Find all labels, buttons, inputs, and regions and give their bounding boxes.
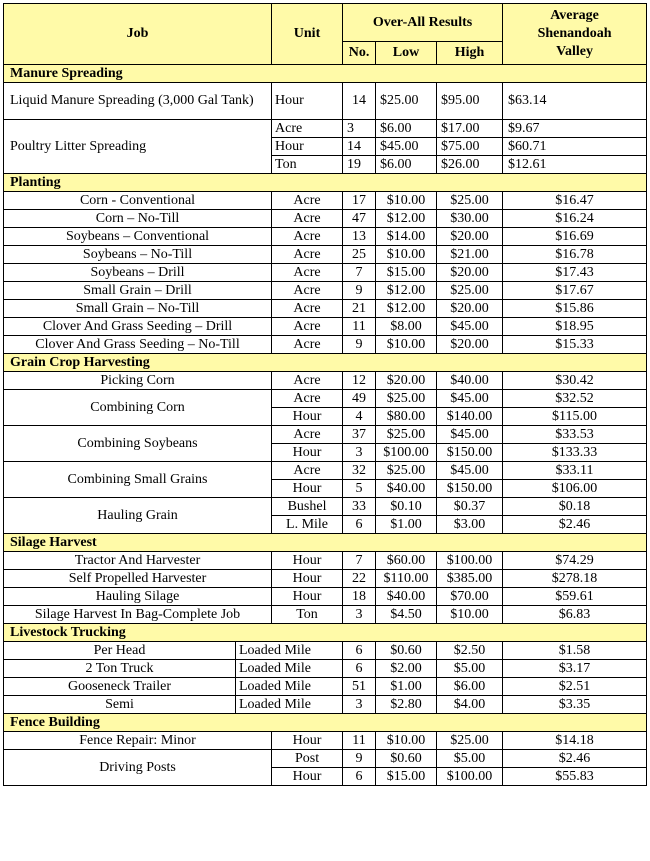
average-cell: $133.33 — [503, 444, 647, 462]
unit-cell: Post — [272, 750, 343, 768]
count-cell: 25 — [343, 246, 376, 264]
average-cell: $2.46 — [503, 750, 647, 768]
high-cell: $70.00 — [437, 588, 503, 606]
count-cell: 6 — [343, 768, 376, 786]
table-row — [4, 678, 647, 696]
table-row — [4, 246, 647, 264]
count-cell: 21 — [343, 300, 376, 318]
job-cell: Fence Repair: Minor — [4, 732, 272, 750]
count-cell: 18 — [343, 588, 376, 606]
low-cell: $25.00 — [376, 390, 437, 408]
unit-cell: Acre — [272, 372, 343, 390]
section-title-silage: Silage Harvest — [4, 534, 647, 552]
job-cell: Silage Harvest In Bag-Complete Job — [4, 606, 272, 624]
average-cell: $12.61 — [503, 156, 647, 174]
average-cell: $16.69 — [503, 228, 647, 246]
count-cell: 6 — [343, 642, 376, 660]
count-cell: 33 — [343, 498, 376, 516]
low-cell: $15.00 — [376, 264, 437, 282]
header-average — [503, 4, 647, 65]
table-row — [4, 120, 647, 138]
count-cell: 22 — [343, 570, 376, 588]
unit-cell: Acre — [272, 120, 343, 138]
job-cell: Semi — [4, 696, 236, 714]
count-cell: 17 — [343, 192, 376, 210]
job-cell: Combining Small Grains — [4, 462, 272, 498]
high-cell: $20.00 — [437, 264, 503, 282]
average-cell: $106.00 — [503, 480, 647, 498]
unit-cell: Hour — [272, 83, 343, 120]
job-cell: Combining Corn — [4, 390, 272, 426]
high-cell: $2.50 — [437, 642, 503, 660]
count-cell: 6 — [343, 660, 376, 678]
count-cell: 9 — [343, 750, 376, 768]
unit-cell: Loaded Mile — [236, 642, 343, 660]
unit-cell: Hour — [272, 570, 343, 588]
low-cell: $100.00 — [376, 444, 437, 462]
low-cell: $25.00 — [376, 462, 437, 480]
low-cell: $40.00 — [376, 588, 437, 606]
job-cell: Per Head — [4, 642, 236, 660]
count-cell: 51 — [343, 678, 376, 696]
high-cell: $21.00 — [437, 246, 503, 264]
high-cell: $20.00 — [437, 228, 503, 246]
count-cell: 11 — [343, 732, 376, 750]
unit-cell: Hour — [272, 588, 343, 606]
count-cell: 6 — [343, 516, 376, 534]
average-cell: $16.24 — [503, 210, 647, 228]
count-cell: 7 — [343, 552, 376, 570]
table-row — [4, 588, 647, 606]
count-cell: 3 — [343, 444, 376, 462]
high-cell: $140.00 — [437, 408, 503, 426]
low-cell: $2.80 — [376, 696, 437, 714]
low-cell: $12.00 — [376, 210, 437, 228]
average-cell: $278.18 — [503, 570, 647, 588]
average-cell: $16.47 — [503, 192, 647, 210]
header-unit: Unit — [272, 4, 343, 65]
job-cell: Liquid Manure Spreading (3,000 Gal Tank) — [4, 83, 272, 120]
high-cell: $10.00 — [437, 606, 503, 624]
count-cell: 14 — [343, 138, 376, 156]
high-cell: $5.00 — [437, 660, 503, 678]
unit-cell: Hour — [272, 552, 343, 570]
average-cell: $1.58 — [503, 642, 647, 660]
average-cell: $3.17 — [503, 660, 647, 678]
average-cell: $33.53 — [503, 426, 647, 444]
average-cell: $2.46 — [503, 516, 647, 534]
high-cell: $25.00 — [437, 732, 503, 750]
count-cell: 32 — [343, 462, 376, 480]
average-cell: $30.42 — [503, 372, 647, 390]
low-cell: $4.50 — [376, 606, 437, 624]
section-row — [4, 65, 647, 83]
unit-cell: Hour — [272, 444, 343, 462]
header-low: Low — [376, 42, 437, 65]
unit-cell: Acre — [272, 210, 343, 228]
average-cell: $0.18 — [503, 498, 647, 516]
low-cell: $20.00 — [376, 372, 437, 390]
average-cell: $15.33 — [503, 336, 647, 354]
table-row — [4, 462, 647, 480]
job-cell: Poultry Litter Spreading — [4, 120, 272, 174]
table-row — [4, 642, 647, 660]
low-cell: $25.00 — [376, 426, 437, 444]
average-cell: $3.35 — [503, 696, 647, 714]
average-cell: $59.61 — [503, 588, 647, 606]
section-title-livestock: Livestock Trucking — [4, 624, 647, 642]
low-cell: $10.00 — [376, 732, 437, 750]
unit-cell: Hour — [272, 480, 343, 498]
header-average-line3: Valley — [556, 44, 593, 59]
low-cell: $12.00 — [376, 282, 437, 300]
table-row — [4, 336, 647, 354]
unit-cell: Acre — [272, 192, 343, 210]
count-cell: 47 — [343, 210, 376, 228]
average-cell: $14.18 — [503, 732, 647, 750]
section-title-planting: Planting — [4, 174, 647, 192]
job-cell: Clover And Grass Seeding – No-Till — [4, 336, 272, 354]
low-cell: $0.10 — [376, 498, 437, 516]
table-row — [4, 696, 647, 714]
high-cell: $45.00 — [437, 318, 503, 336]
job-cell: Soybeans – No-Till — [4, 246, 272, 264]
section-title-grain: Grain Crop Harvesting — [4, 354, 647, 372]
table-row — [4, 426, 647, 444]
high-cell: $45.00 — [437, 462, 503, 480]
high-cell: $25.00 — [437, 192, 503, 210]
table-row — [4, 83, 647, 120]
unit-cell: Ton — [272, 156, 343, 174]
low-cell: $80.00 — [376, 408, 437, 426]
average-cell: $2.51 — [503, 678, 647, 696]
high-cell: $5.00 — [437, 750, 503, 768]
job-cell: Soybeans – Drill — [4, 264, 272, 282]
section-row — [4, 534, 647, 552]
unit-cell: Acre — [272, 426, 343, 444]
section-row — [4, 714, 647, 732]
count-cell: 13 — [343, 228, 376, 246]
count-cell: 11 — [343, 318, 376, 336]
average-cell: $18.95 — [503, 318, 647, 336]
table-row — [4, 318, 647, 336]
table-row — [4, 282, 647, 300]
count-cell: 37 — [343, 426, 376, 444]
average-cell: $63.14 — [503, 83, 647, 120]
low-cell: $15.00 — [376, 768, 437, 786]
high-cell: $100.00 — [437, 768, 503, 786]
high-cell: $17.00 — [437, 120, 503, 138]
unit-cell: Loaded Mile — [236, 696, 343, 714]
average-cell: $17.43 — [503, 264, 647, 282]
job-cell: Picking Corn — [4, 372, 272, 390]
count-cell: 3 — [343, 606, 376, 624]
low-cell: $10.00 — [376, 246, 437, 264]
unit-cell: Loaded Mile — [236, 660, 343, 678]
high-cell: $75.00 — [437, 138, 503, 156]
high-cell: $4.00 — [437, 696, 503, 714]
table-row — [4, 390, 647, 408]
count-cell: 9 — [343, 336, 376, 354]
average-cell: $32.52 — [503, 390, 647, 408]
job-cell: Soybeans – Conventional — [4, 228, 272, 246]
unit-cell: Acre — [272, 300, 343, 318]
table-row — [4, 498, 647, 516]
low-cell: $12.00 — [376, 300, 437, 318]
high-cell: $26.00 — [437, 156, 503, 174]
job-cell: Small Grain – No-Till — [4, 300, 272, 318]
average-cell: $16.78 — [503, 246, 647, 264]
high-cell: $0.37 — [437, 498, 503, 516]
section-title-fence: Fence Building — [4, 714, 647, 732]
low-cell: $14.00 — [376, 228, 437, 246]
table-row — [4, 570, 647, 588]
unit-cell: Acre — [272, 318, 343, 336]
job-cell: Corn - Conventional — [4, 192, 272, 210]
high-cell: $150.00 — [437, 444, 503, 462]
high-cell: $150.00 — [437, 480, 503, 498]
table-row — [4, 732, 647, 750]
low-cell: $8.00 — [376, 318, 437, 336]
job-cell: 2 Ton Truck — [4, 660, 236, 678]
table-row — [4, 750, 647, 768]
low-cell: $40.00 — [376, 480, 437, 498]
unit-cell: Acre — [272, 390, 343, 408]
header-high: High — [437, 42, 503, 65]
job-cell: Hauling Grain — [4, 498, 272, 534]
low-cell: $6.00 — [376, 120, 437, 138]
average-cell: $74.29 — [503, 552, 647, 570]
count-cell: 3 — [343, 696, 376, 714]
average-cell: $6.83 — [503, 606, 647, 624]
unit-cell: Hour — [272, 768, 343, 786]
section-row — [4, 354, 647, 372]
low-cell: $1.00 — [376, 678, 437, 696]
average-cell: $17.67 — [503, 282, 647, 300]
count-cell: 4 — [343, 408, 376, 426]
job-cell: Small Grain – Drill — [4, 282, 272, 300]
section-title-manure: Manure Spreading — [4, 65, 647, 83]
high-cell: $45.00 — [437, 426, 503, 444]
custom-rates-table — [3, 3, 647, 786]
table-row — [4, 228, 647, 246]
unit-cell: Bushel — [272, 498, 343, 516]
low-cell: $110.00 — [376, 570, 437, 588]
low-cell: $10.00 — [376, 192, 437, 210]
low-cell: $45.00 — [376, 138, 437, 156]
count-cell: 5 — [343, 480, 376, 498]
low-cell: $2.00 — [376, 660, 437, 678]
high-cell: $30.00 — [437, 210, 503, 228]
count-cell: 14 — [343, 83, 376, 120]
job-cell: Self Propelled Harvester — [4, 570, 272, 588]
table-row — [4, 552, 647, 570]
table-row — [4, 372, 647, 390]
unit-cell: Acre — [272, 246, 343, 264]
high-cell: $45.00 — [437, 390, 503, 408]
count-cell: 49 — [343, 390, 376, 408]
unit-cell: Acre — [272, 336, 343, 354]
high-cell: $3.00 — [437, 516, 503, 534]
low-cell: $25.00 — [376, 83, 437, 120]
high-cell: $385.00 — [437, 570, 503, 588]
job-cell: Clover And Grass Seeding – Drill — [4, 318, 272, 336]
low-cell: $60.00 — [376, 552, 437, 570]
count-cell: 7 — [343, 264, 376, 282]
low-cell: $0.60 — [376, 642, 437, 660]
average-cell: $33.11 — [503, 462, 647, 480]
unit-cell: Acre — [272, 264, 343, 282]
unit-cell: Loaded Mile — [236, 678, 343, 696]
high-cell: $6.00 — [437, 678, 503, 696]
low-cell: $0.60 — [376, 750, 437, 768]
count-cell: 12 — [343, 372, 376, 390]
table-row — [4, 660, 647, 678]
table-row — [4, 606, 647, 624]
count-cell: 19 — [343, 156, 376, 174]
high-cell: $20.00 — [437, 300, 503, 318]
average-cell: $60.71 — [503, 138, 647, 156]
header-no: No. — [343, 42, 376, 65]
count-cell: 9 — [343, 282, 376, 300]
header-overall-results: Over-All Results — [343, 4, 503, 42]
section-row — [4, 174, 647, 192]
unit-cell: L. Mile — [272, 516, 343, 534]
unit-cell: Acre — [272, 462, 343, 480]
average-cell: $55.83 — [503, 768, 647, 786]
job-cell: Tractor And Harvester — [4, 552, 272, 570]
low-cell: $6.00 — [376, 156, 437, 174]
unit-cell: Hour — [272, 138, 343, 156]
high-cell: $100.00 — [437, 552, 503, 570]
table-row — [4, 300, 647, 318]
average-cell: $15.86 — [503, 300, 647, 318]
header-job: Job — [4, 4, 272, 65]
job-cell: Hauling Silage — [4, 588, 272, 606]
average-cell: $9.67 — [503, 120, 647, 138]
high-cell: $95.00 — [437, 83, 503, 120]
section-row — [4, 624, 647, 642]
low-cell: $1.00 — [376, 516, 437, 534]
count-cell: 3 — [343, 120, 376, 138]
job-cell: Driving Posts — [4, 750, 272, 786]
unit-cell: Acre — [272, 228, 343, 246]
header-average-line2: Shenandoah — [537, 26, 612, 41]
unit-cell: Hour — [272, 408, 343, 426]
table-row — [4, 210, 647, 228]
unit-cell: Hour — [272, 732, 343, 750]
high-cell: $20.00 — [437, 336, 503, 354]
unit-cell: Ton — [272, 606, 343, 624]
job-cell: Combining Soybeans — [4, 426, 272, 462]
high-cell: $25.00 — [437, 282, 503, 300]
header-average-line1: Average — [550, 8, 599, 23]
table-row — [4, 192, 647, 210]
average-cell: $115.00 — [503, 408, 647, 426]
job-cell: Corn – No-Till — [4, 210, 272, 228]
job-cell: Gooseneck Trailer — [4, 678, 236, 696]
low-cell: $10.00 — [376, 336, 437, 354]
table-row — [4, 264, 647, 282]
unit-cell: Acre — [272, 282, 343, 300]
high-cell: $40.00 — [437, 372, 503, 390]
